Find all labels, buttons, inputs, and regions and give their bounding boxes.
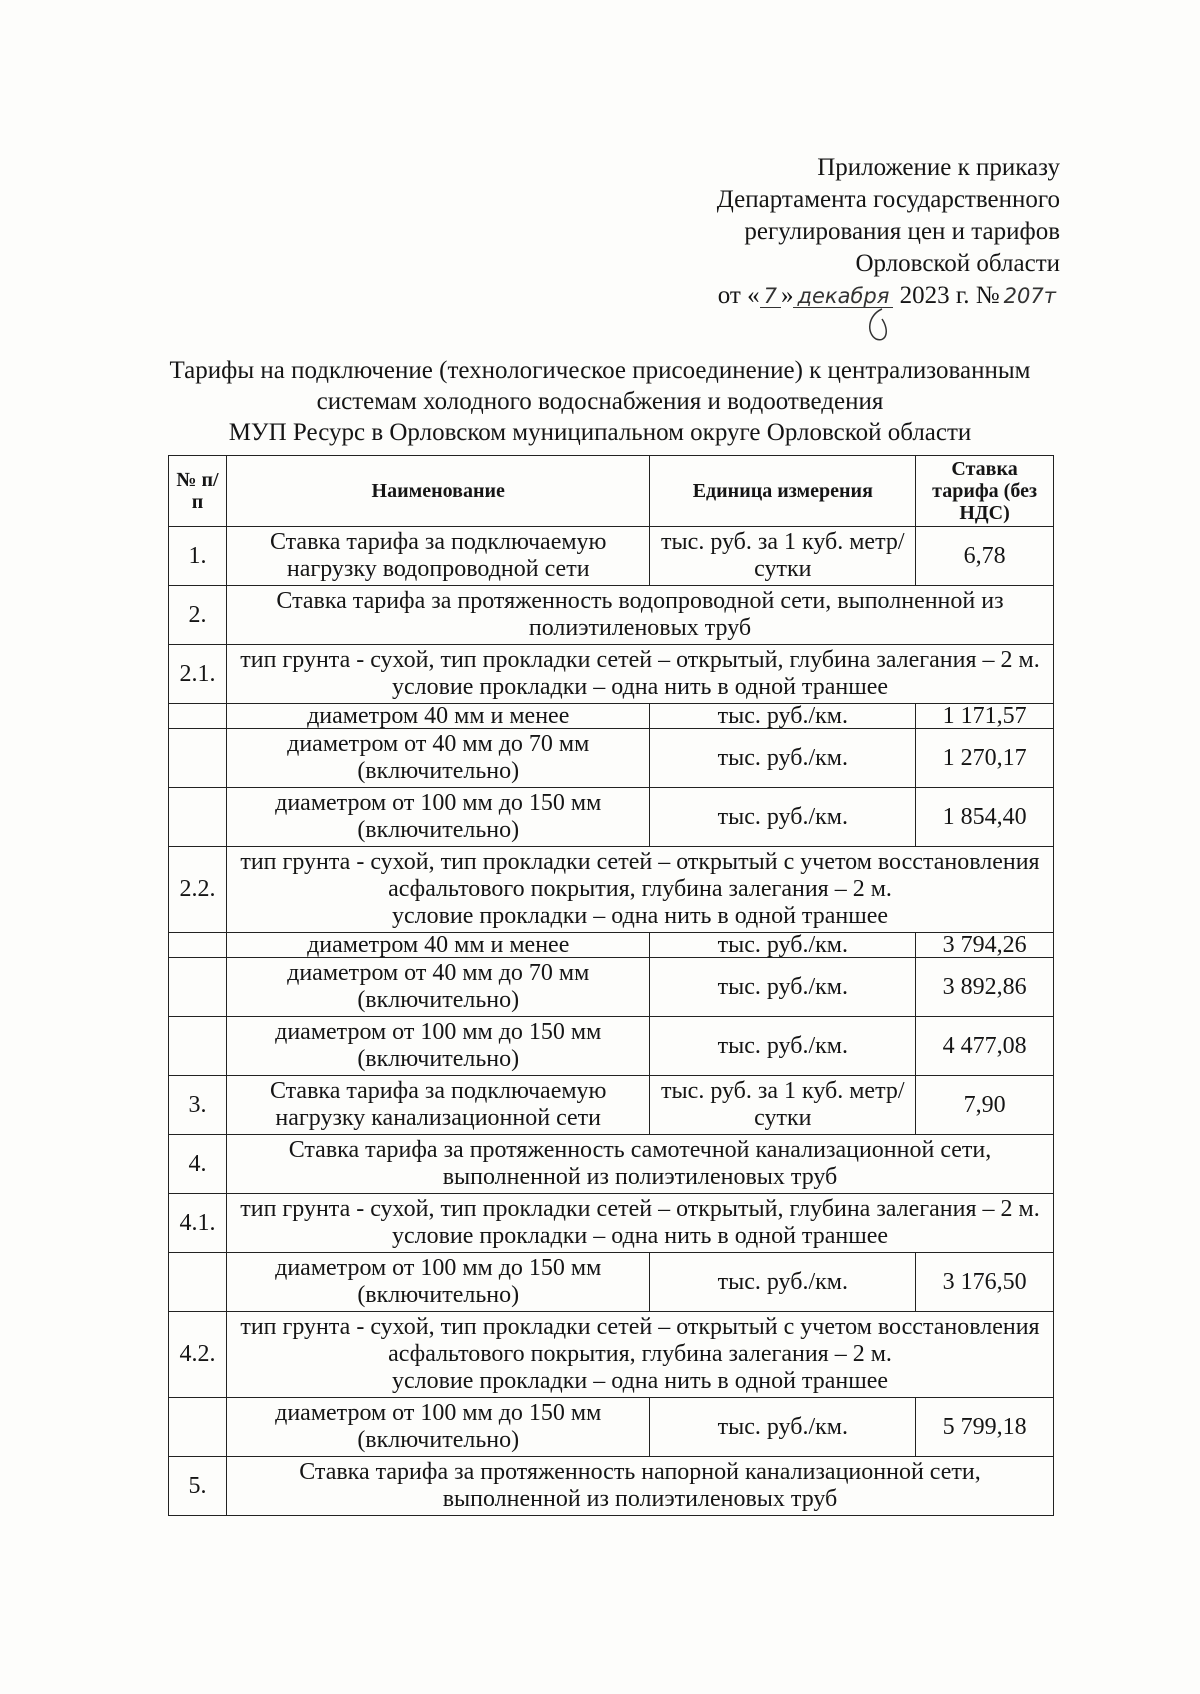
- row-name: диаметром от 100 мм до 150 мм (включительно): [226, 1017, 650, 1076]
- handwritten-day: 7: [760, 285, 781, 308]
- table-row: [169, 1076, 1054, 1135]
- section-text: Ставка тарифа за протяженность напорной канализационной сети, выполненной из полиэтиленовых труб: [226, 1457, 1053, 1516]
- row-unit: тыс. руб. за 1 куб. метр/сутки: [650, 1076, 916, 1135]
- section-text: Ставка тарифа за протяженность водопроводной сети, выполненной из полиэтиленовых труб: [226, 586, 1053, 645]
- subsection-laying: условие прокладки – одна нить в одной траншее: [391, 903, 888, 929]
- row-number: 1.: [169, 527, 227, 586]
- row-name: диаметром от 100 мм до 150 мм (включительно): [226, 1253, 650, 1312]
- row-rate: 5 799,18: [916, 1398, 1054, 1457]
- row-number-empty: [169, 704, 227, 729]
- table-row: [169, 1253, 1054, 1312]
- row-rate: 7,90: [916, 1076, 1054, 1135]
- signature-loop-mark: [860, 305, 900, 345]
- row-number: 4.1.: [169, 1194, 227, 1253]
- row-number: 3.: [169, 1076, 227, 1135]
- table-section-row: [169, 1457, 1054, 1516]
- row-unit: тыс. руб./км.: [650, 704, 916, 729]
- row-number: 2.2.: [169, 847, 227, 933]
- row-number: 5.: [169, 1457, 227, 1516]
- approval-block: [717, 152, 1060, 312]
- date-year: 2023 г. №: [899, 282, 1000, 309]
- table-row: [169, 788, 1054, 847]
- approval-line-1: Приложение к приказу: [817, 154, 1060, 181]
- header-rate: Ставка тарифа (без НДС): [916, 456, 1054, 527]
- title-line-1: Тарифы на подключение (технологическое присоединение) к централизованным: [169, 357, 1031, 384]
- table-row: [169, 958, 1054, 1017]
- row-number-empty: [169, 933, 227, 958]
- row-number: 2.1.: [169, 645, 227, 704]
- header-num: № п/п: [169, 456, 227, 527]
- header-unit: Единица измерения: [650, 456, 916, 527]
- row-rate: 4 477,08: [916, 1017, 1054, 1076]
- table-row: [169, 704, 1054, 729]
- title-line-3: МУП Ресурс в Орловском муниципальном округе Орловской области: [228, 419, 972, 446]
- row-name: диаметром от 40 мм до 70 мм (включительно): [226, 958, 650, 1017]
- approval-line-3: регулирования цен и тарифов: [744, 218, 1060, 245]
- row-unit: тыс. руб./км.: [650, 958, 916, 1017]
- row-rate: 3 794,26: [916, 933, 1054, 958]
- row-name: диаметром от 40 мм до 70 мм (включительно): [226, 729, 650, 788]
- table-section-row: [169, 586, 1054, 645]
- subsection-conditions: тип грунта - сухой, тип прокладки сетей – открытый с учетом восстановления асфальтового покрытия, глубина залегания – 2 м.: [240, 1314, 1040, 1367]
- row-number: 4.: [169, 1135, 227, 1194]
- approval-line-2: Департамента государственного: [716, 186, 1060, 213]
- subsection-text: [226, 1194, 1053, 1253]
- subsection-text: [226, 645, 1053, 704]
- approval-line-4: Орловской области: [855, 250, 1060, 277]
- date-mid: »: [780, 282, 794, 309]
- subsection-conditions: тип грунта - сухой, тип прокладки сетей – открытый, глубина залегания – 2 м.: [240, 647, 1040, 673]
- table-row: [169, 933, 1054, 958]
- row-unit: тыс. руб./км.: [650, 1253, 916, 1312]
- row-name: диаметром от 100 мм до 150 мм (включительно): [226, 788, 650, 847]
- table-row: [169, 527, 1054, 586]
- row-unit: тыс. руб. за 1 куб. метр/сутки: [650, 527, 916, 586]
- subsection-text: [226, 1312, 1053, 1398]
- row-number: 4.2.: [169, 1312, 227, 1398]
- row-rate: 1 854,40: [916, 788, 1054, 847]
- section-text: Ставка тарифа за протяженность самотечной канализационной сети, выполненной из полиэтиленовых труб: [226, 1135, 1053, 1194]
- row-rate: 6,78: [916, 527, 1054, 586]
- row-number-empty: [169, 729, 227, 788]
- subsection-text: [226, 847, 1053, 933]
- document-title: [150, 355, 1050, 448]
- subsection-laying: условие прокладки – одна нить в одной траншее: [391, 674, 888, 700]
- subsection-conditions: тип грунта - сухой, тип прокладки сетей – открытый с учетом восстановления асфальтового покрытия, глубина залегания – 2 м.: [240, 849, 1040, 902]
- row-unit: тыс. руб./км.: [650, 729, 916, 788]
- table-section-row: [169, 1135, 1054, 1194]
- row-name: диаметром 40 мм и менее: [226, 933, 650, 958]
- row-number-empty: [169, 1398, 227, 1457]
- row-number-empty: [169, 958, 227, 1017]
- row-number-empty: [169, 1253, 227, 1312]
- table-subsection-row: [169, 1194, 1054, 1253]
- table-row: [169, 1398, 1054, 1457]
- header-name: Наименование: [226, 456, 650, 527]
- row-rate: 3 892,86: [916, 958, 1054, 1017]
- table-row: [169, 729, 1054, 788]
- row-number: 2.: [169, 586, 227, 645]
- row-number-empty: [169, 1017, 227, 1076]
- handwritten-month: декабря: [793, 285, 893, 308]
- row-rate: 3 176,50: [916, 1253, 1054, 1312]
- row-name: Ставка тарифа за подключаемую нагрузку водопроводной сети: [226, 527, 650, 586]
- table-subsection-row: [169, 1312, 1054, 1398]
- row-name: диаметром 40 мм и менее: [226, 704, 650, 729]
- row-name: Ставка тарифа за подключаемую нагрузку канализационной сети: [226, 1076, 650, 1135]
- subsection-laying: условие прокладки – одна нить в одной траншее: [391, 1223, 888, 1249]
- table-subsection-row: [169, 645, 1054, 704]
- row-unit: тыс. руб./км.: [650, 1398, 916, 1457]
- title-line-2: системам холодного водоснабжения и водоотведения: [316, 388, 884, 415]
- row-rate: 1 270,17: [916, 729, 1054, 788]
- tariff-table: [168, 455, 1054, 1516]
- row-unit: тыс. руб./км.: [650, 1017, 916, 1076]
- row-rate: 1 171,57: [916, 704, 1054, 729]
- subsection-laying: условие прокладки – одна нить в одной траншее: [391, 1368, 888, 1394]
- table-header-row: [169, 456, 1054, 527]
- table-row: [169, 1017, 1054, 1076]
- row-unit: тыс. руб./км.: [650, 933, 916, 958]
- subsection-conditions: тип грунта - сухой, тип прокладки сетей – открытый, глубина залегания – 2 м.: [240, 1196, 1040, 1222]
- date-prefix: от «: [717, 282, 760, 309]
- row-unit: тыс. руб./км.: [650, 788, 916, 847]
- handwritten-order-number: 207т: [1003, 284, 1056, 308]
- table-subsection-row: [169, 847, 1054, 933]
- row-name: диаметром от 100 мм до 150 мм (включительно): [226, 1398, 650, 1457]
- row-number-empty: [169, 788, 227, 847]
